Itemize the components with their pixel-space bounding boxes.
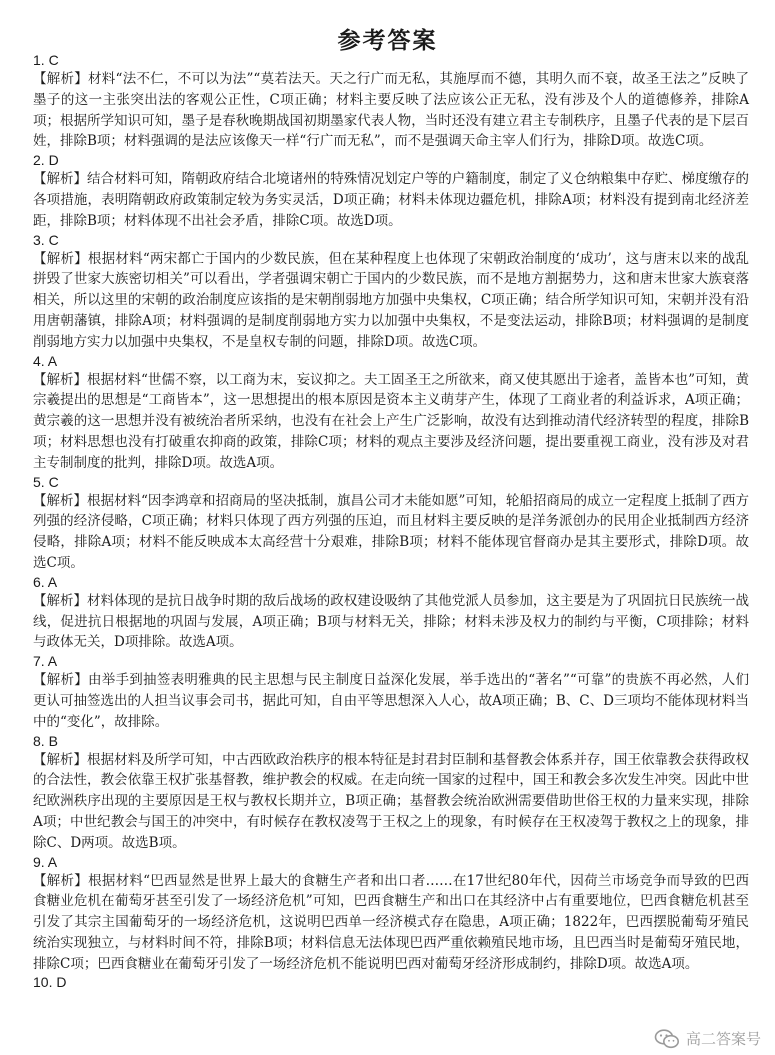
explanation	[33, 370, 749, 474]
analysis-tag: 【解析】	[33, 371, 88, 388]
explanation	[33, 670, 749, 732]
analysis-tag: 【解析】	[33, 872, 89, 889]
question-number: 1. C	[33, 52, 59, 68]
analysis-tag: 【解析】	[33, 592, 88, 609]
explanation-text: 根据材料“世儒不察，以工商为末，妄议抑之。夫工固圣王之所欲来，商又使其愿出于途者，盖皆本也”可知，黄宗羲提出的思想是“工商皆本”，这一思想提出的根本原因是资本主义萌芽产生，体现了工商业者的利益诉求，A项正确；黄宗羲的这一思想并没有被统治者所采纳，也没有在社会上产生广泛影响，故没有达到推动清代经济转型的程度，排除B项；材料思想也没有打破重农抑商的政策，排除C项；材料的观点主要涉及经济问题，提出要重视工商业，没有涉及对君主专制制度的批判，排除D项。故选A项。	[33, 371, 749, 471]
analysis-tag: 【解析】	[33, 71, 89, 87]
explanation-text: 根据材料及所学可知，中古西欧政治秩序的根本特征是封君封臣制和基督教会体系并存，国王依靠教会获得政权的合法性，教会依靠王权扩张基督教，维护教会的权威。在走向统一国家的过程中，国王和教会多次发生冲突。因此中世纪欧洲秩序出现的主要原因是王权与教权长期并立，B项正确；基督教会统治欧洲需要借助世俗王权的力量来实现，排除A项；中世纪教会与国王的冲突中，有时候存在教权凌驾于王权之上的现象，有时候存在王权凌驾于教权之上的现象，排除C、D两项。故选B项。	[33, 751, 750, 851]
page-title: 参考答案	[337, 28, 438, 54]
watermark	[654, 1028, 761, 1049]
explanation-text: 根据材料“因李鸿章和招商局的坚决抵制，旗昌公司才未能如愿”可知，轮船招商局的成立一定程度上抵制了西方列强的经济侵略，C项正确；材料只体现了西方列强的压迫，而且材料主要反映的是洋务派创办的民用企业抵制西方经济侵略，排除A项；材料不能反映成本太高经营十分艰难，排除B项；材料不能体现官督商办是其主要形式，排除D项。故选C项。	[33, 492, 749, 571]
explanation-text: 根据材料“两宋都亡于国内的少数民族，但在某种程度上也体现了宋朝政治制度的‘成功’，这与唐末以来的战乱拼毁了世家大族密切相关”可以看出，学者强调宋朝亡于国内的少数民族，而不是地方割据势力，这和唐末世家大族衰落相关，所以这里的宋朝的政治制度应该指的是宋朝削弱地方加强中央集权，C项正确；结合所学知识可知，宋朝并没有沿用唐朝藩镇，排除A项；材料强调的是制度削弱地方实力以加强中央集权，不是变法运动，排除B项；材料强调的是制度削弱地方实力以加强中央集权，不是皇权专制的问题，排除D项。故选C项。	[33, 250, 750, 350]
explanation	[33, 750, 749, 854]
answer-item	[33, 574, 749, 653]
explanation	[33, 249, 749, 353]
explanation-text: 材料“法不仁，不可以为法”“莫若法天。天之行广而无私，其施厚而不德，其明久而不衰，故圣王法之”反映了墨子的这一主张突出法的客观公正性，C项正确；材料主要反映了法应该公正无私，没有涉及个人的道德修养，排除A项；根据所学知识可知，墨子是春秋晚期战国初期墨家代表人物，当时还没有建立君主专制秩序，且墨子代表的是下层百姓，排除B项；材料强调的是法应该像天一样“行广而无私”，而不是强调天命主宰人们行为，排除D项。故选C项。	[33, 71, 749, 150]
explanation	[33, 169, 749, 231]
question-number: 10. D	[33, 974, 67, 991]
answer-item	[33, 52, 749, 152]
watermark-text: 高二答案号	[685, 1030, 761, 1048]
answer-list	[33, 52, 749, 991]
question-number: 5. C	[33, 473, 59, 490]
question-number: 9. A	[33, 853, 58, 870]
wechat-icon	[654, 1029, 680, 1049]
answer-item	[33, 152, 749, 231]
question-number: 6. A	[33, 573, 58, 590]
answer-item	[33, 353, 749, 474]
answer-item	[33, 232, 749, 353]
answer-item	[33, 653, 749, 732]
explanation	[33, 491, 749, 574]
explanation	[33, 69, 749, 152]
question-number: 7. A	[33, 653, 58, 670]
answer-item	[33, 733, 749, 854]
explanation-text: 由举手到抽签表明雅典的民主思想与民主制度日益深化发展，举手选出的“著名”“可靠”的贵族不再必然，人们更认可抽签选出的人担当议事会司书，据此可知，自由平等思想深入人心，故A项正确；B、C、D三项均不能体现材料当中的“变化”，故排除。	[33, 672, 749, 730]
explanation-text: 材料体现的是抗日战争时期的敌后战场的政权建设吸纳了其他党派人员参加，这主要是为了巩固抗日民族统一战线，促进抗日根据地的巩固与发展，A项正确；B项与材料无关，排除；材料未涉及权力的制约与平衡，C项排除；材料与政体无关，D项排除。故选A项。	[33, 592, 750, 651]
analysis-tag: 【解析】	[33, 672, 89, 689]
analysis-tag: 【解析】	[33, 250, 88, 267]
explanation	[33, 871, 749, 975]
explanation	[33, 591, 749, 653]
answer-item	[33, 854, 749, 975]
question-number: 8. B	[33, 732, 58, 749]
explanation-text: 根据材料“巴西显然是世界上最大的食糖生产者和出口者……在17世纪80年代，因荷兰市场竞争而导致的巴西食糖业危机在葡萄牙甚至引发了一场经济危机”可知，巴西食糖生产和出口在其经济中占有重要地位，巴西食糖危机甚至引发了其宗主国葡萄牙的一场经济危机，这说明巴西单一经济模式存在隐患，A项正确；1822年，巴西摆脱葡萄牙殖民统治实现独立，与材料时间不符，排除B项；材料信息无法体现巴西严重依赖殖民地市场，且巴西当时是葡萄牙殖民地，排除C项；巴西食糖业在葡萄牙引发了一场经济危机不能说明巴西对葡萄牙经济形成制约，排除D项。故选A项。	[33, 872, 749, 972]
answer-item	[33, 474, 749, 574]
question-number: 3. C	[33, 231, 59, 248]
question-number: 4. A	[33, 352, 58, 369]
answer-item	[33, 974, 749, 991]
analysis-tag: 【解析】	[33, 751, 88, 768]
question-number: 2. D	[33, 152, 59, 169]
analysis-tag: 【解析】	[33, 171, 88, 188]
explanation-text: 结合材料可知，隋朝政府结合北境诸州的特殊情况划定户等的户籍制度，制定了义仓纳粮集中存贮、梯度缴存的各项措施，表明隋朝政府政策制定较为务实灵活，D项正确；材料未体现边疆危机，排除A项；材料没有提到南北经济差距，排除B项；材料体现不出社会矛盾，排除C项。故选D项。	[33, 171, 750, 229]
analysis-tag: 【解析】	[33, 492, 88, 509]
